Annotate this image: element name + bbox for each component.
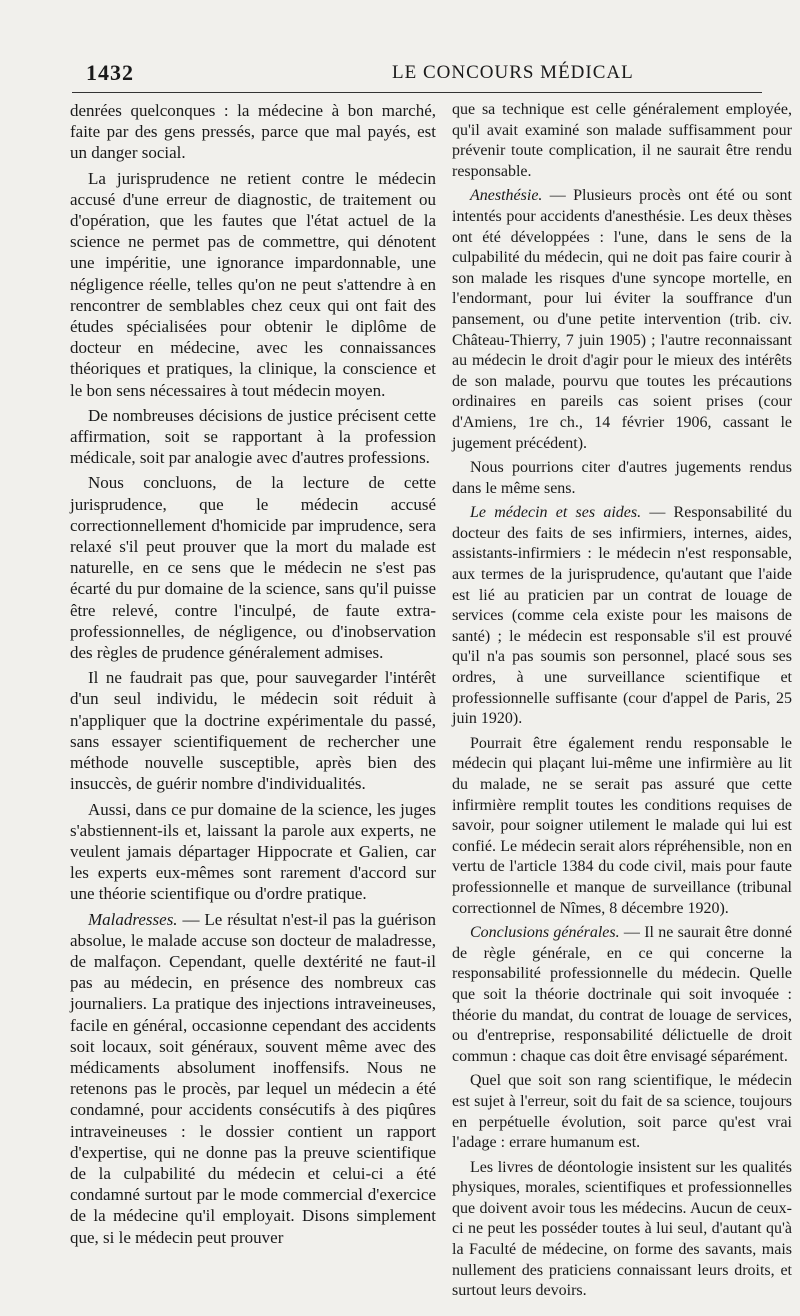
paragraph [70,667,436,794]
section-lead: Anesthésie. [470,187,543,205]
paragraph-text: Il ne faudrait pas que, pour sauvegarder l'intérêt d'un seul individu, le médecin soit réduit à n'appliquer que la doctrine expérimentale du passé, sans essayer scientifiquement de rechercher une méthode nouvelle susceptible, après bien des insuccès, de guérir nombre d'individualités. [70,668,436,794]
paragraph-text: Aussi, dans ce pur domaine de la science, les juges s'abstiennent-ils et, laissant la parole aux experts, ne veulent jamais départager Hippocrate et Galien, car les experts eux-mêmes sont rarement d'accord sur une théorie scientifique ou d'ordre pratique. [70,799,436,904]
paragraph [452,100,792,182]
paragraph [70,472,436,663]
paragraph [452,923,792,1067]
paragraph-text: De nombreuses décisions de justice précisent cette affirmation, soit se rapportant à la profession médicale, soit par analogie avec d'autres professions. [70,405,436,468]
paragraph [70,100,436,164]
paragraph [70,405,436,469]
paragraph-text: — Responsabilité du docteur des faits de ses infirmiers, internes, aides, assistants-infirmiers : le médecin n'est responsable, aux termes de la jurisprudence, qu'autant que l'aide est lié au praticien par un contrat de louage de services (comme cela existe pour les maisons de santé) ; le médecin est responsable s'il est prouvé qu'il n'a pas soumis son personnel, placé sous ses ordres, à une surveillance scientifique et professionnelle suffisante (cour d'appel de Paris, 25 juin 1920). [452,504,792,728]
paragraph [70,168,436,401]
paragraph-text: — Il ne saurait être donné de règle générale, en ce qui concerne la responsabilité professionnelle du médecin. Quelle que soit la théorie doctrinale qui soit invoquée : théorie du mandat, du contrat de louage de services, ou d'entreprise, responsabilité délictuelle de droit commun : chaque cas doit être envisagé séparément. [452,924,792,1065]
paragraph-text: — Plusieurs procès ont été ou sont intentés pour accidents d'anesthésie. Les deux thèses ont été développées : l'une, dans le sens de la culpabilité du médecin, qui ne doit pas faire courir à son malade les risques d'une syncope mortelle, en l'endormant, pour lui éviter la souffrance d'un pansement, ou d'une petite intervention (trib. civ. Château-Thierry, 7 juin 1905) ; l'autre reconnaissant au médecin le droit d'agir pour le mieux des intérêts de son malade, pourvu que toutes les précautions ordinaires en pareils cas soient prises (cour d'Amiens, 1re ch., 14 février 1906, cassant le jugement précédent). [452,187,792,452]
paragraph-text: — Le résultat n'est-il pas la guérison absolue, le malade accuse son docteur de maladresse, de malfaçon. Cependant, quelle dextérité ne faut-il pas au médecin, en présence des nombreux cas journaliers. La pratique des injections intraveineuses, facile en général, occasionne cependant des accidents soit locaux, soit généraux, souvent même avec des médicaments absolument inoffensifs. Nous ne retenons pas le procès, par lequel un médecin a été condamné, pour accidents consécutifs à des piqûres intraveineuses : le dossier contient un rapport d'expertise, qui ne donne pas la preuve scientifique de la culpabilité du médecin et celui-ci a été condamné surtout par le mode commercial d'exercice de la médecine qu'il employait. Disons simplement que, si le médecin peut prouver [70,909,436,1247]
header-rule [72,92,762,93]
page-number: 1432 [86,60,134,85]
paragraph-text: denrées quelconques : la médecine à bon marché, faite par des gens pressés, parce que mal payés, est un danger social. [70,101,436,163]
running-title: LE CONCOURS MÉDICAL [392,62,634,83]
paragraph [452,458,792,499]
page-header [72,58,750,86]
paragraph-text: Quel que soit son rang scientifique, le médecin est sujet à l'erreur, soit du fait de sa science, toujours en perpétuelle évolution, soit parce qu'est vrai l'adage : errare humanum est. [452,1072,792,1152]
paragraph [70,909,436,1248]
section-lead: Maladresses. [88,909,178,929]
paragraph-text: La jurisprudence ne retient contre le médecin accusé d'une erreur de diagnostic, de traitement ou d'opération, que les fautes que l'état actuel de la science ne permet pas de commettre, qui dénotent une impéritie, une ignorance impardonnable, une négligence réelle, telles qu'on ne peut s'attendre à en rencontrer de semblables chez ceux qui ont fait des études spécialisées pour obtenir le diplôme de docteur en médecine, avec les connaissances théoriques et pratiques, la clinique, la conscience et le bon sens nécessaires à tout médecin moyen. [70,168,436,400]
paragraph [452,186,792,454]
paragraph [452,1071,792,1153]
paragraph-text: Nous concluons, de la lecture de cette jurisprudence, que le médecin accusé correctionnellement d'homicide par imprudence, sera relaxé s'il peut prouver que la mort du malade est naturelle, en ce sens que le médecin ne s'est pas écarté du pur domaine de la science, sans qu'il puisse être relevé, contre l'inculpé, de faute extra-professionnelles, de négligence, ou d'inobservation des règles de prudence généralement admises. [70,473,436,663]
right-column [452,100,792,1306]
paragraph [452,734,792,919]
section-lead: Le médecin et ses aides. [470,504,642,522]
paragraph [452,503,792,730]
paragraph [452,1158,792,1302]
paragraph-text: que sa technique est celle généralement employée, qu'il avait examiné son malade suffisamment pour prévenir toute complication, il ne saurait être rendu responsable. [452,101,792,180]
paragraph [70,799,436,905]
paragraph-text: Pourrait être également rendu responsable le médecin qui plaçant lui-même une infirmière au lit du malade, ne se serait pas assuré que cette infirmière remplit toutes les conditions requises de savoir, pour soigner utilement le malade qui lui est confié. Le médecin serait alors répréhensible, non en vertu de l'article 1384 du code civil, mais pour faute professionnelle et manque de surveillance (tribunal correctionnel de Nîmes, 8 décembre 1920). [452,734,792,917]
paragraph-text: Les livres de déontologie insistent sur les qualités physiques, morales, scientifiques et professionnelles que doivent avoir tous les médecins. Aucun de ceux-ci ne peut les posséder toutes à lui seul, d'autant qu'à la Faculté de médecine, on forme des savants, mais nullement des praticiens connaissant leurs droits, et surtout leurs devoirs. [452,1158,792,1300]
paragraph-text: Nous pourrions citer d'autres jugements rendus dans le même sens. [452,459,792,497]
left-column [70,100,436,1252]
section-lead: Conclusions générales. [470,924,620,942]
